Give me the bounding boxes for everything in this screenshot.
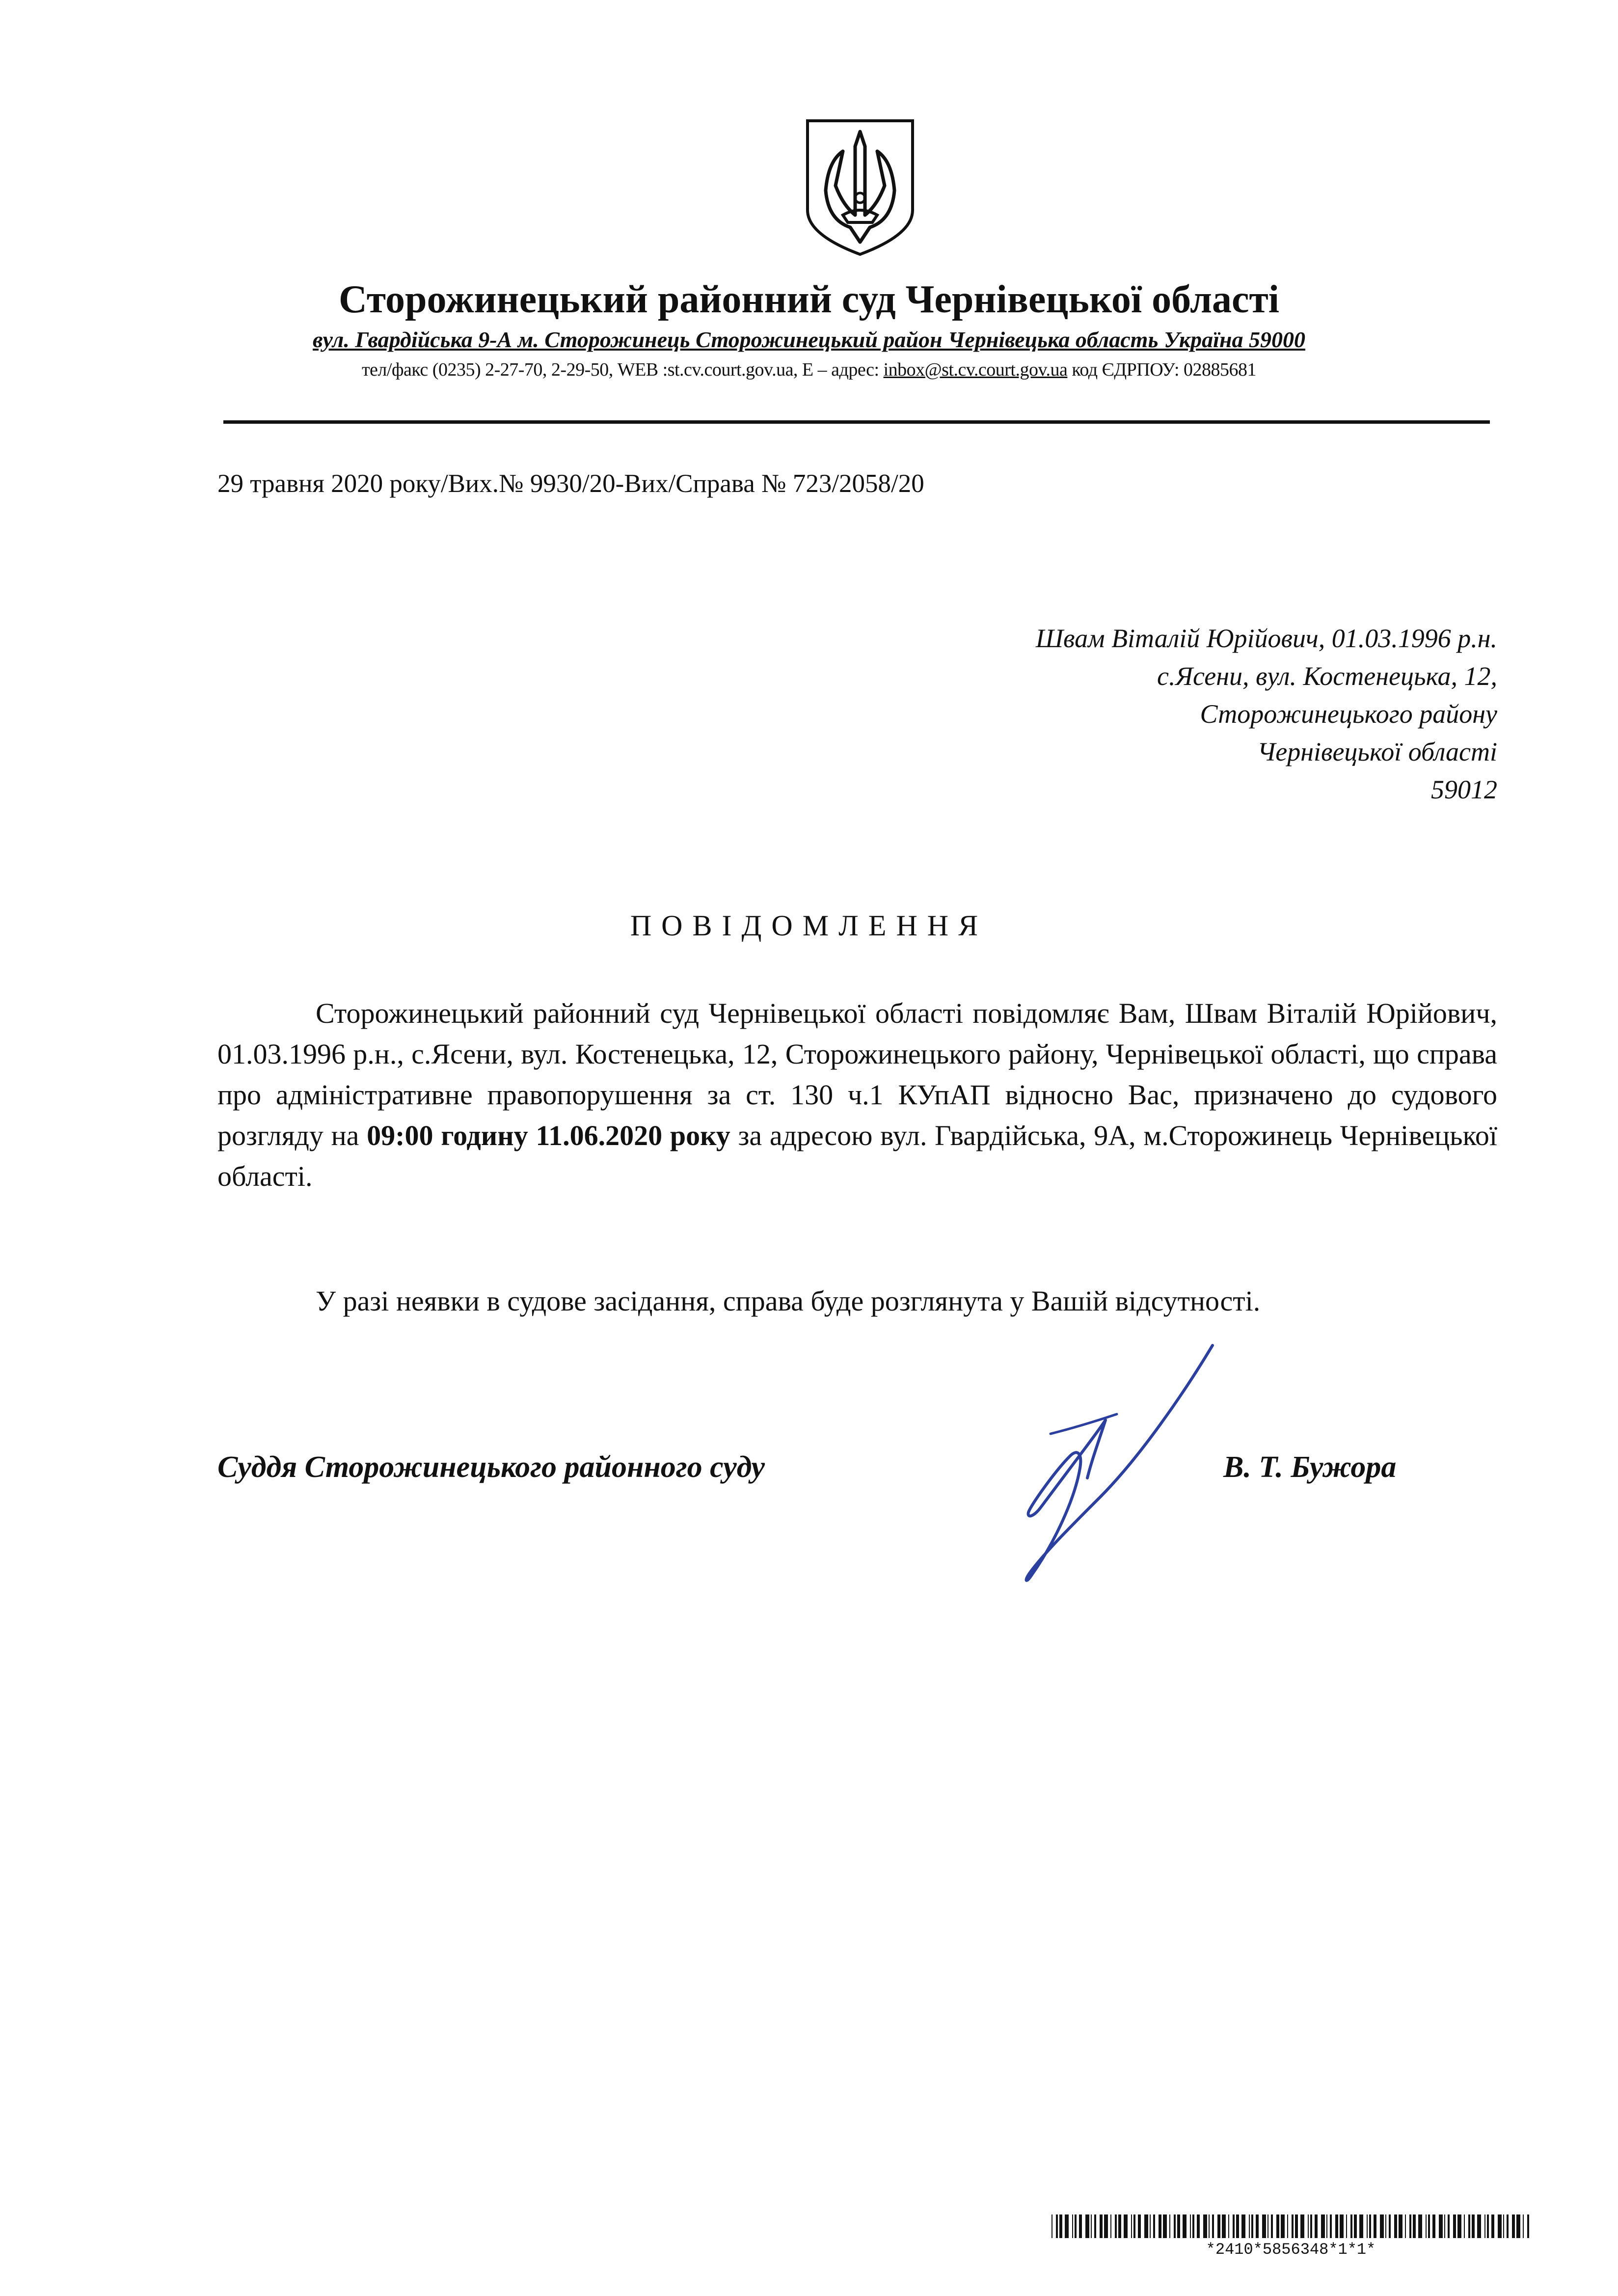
barcode-bar — [1432, 2214, 1435, 2238]
recipient-postcode: 59012 — [1431, 775, 1497, 804]
barcode-bar — [1369, 2214, 1371, 2238]
barcode-bar — [1484, 2214, 1485, 2238]
hearing-time: 09:00 годину 11.06.2020 року — [367, 1120, 730, 1151]
barcode-bar — [1321, 2214, 1325, 2238]
barcode-bar — [1241, 2214, 1245, 2238]
email-link[interactable]: inbox@st.cv.court.gov.ua — [883, 359, 1068, 380]
barcode-bar — [1222, 2214, 1226, 2238]
barcode-bar — [1498, 2214, 1502, 2238]
barcode-bar — [1212, 2214, 1214, 2238]
recipient-street: с.Ясени, вул. Костенецька, 12, — [1157, 661, 1497, 691]
barcode-bar — [1104, 2214, 1108, 2238]
barcode-bar — [1271, 2214, 1273, 2238]
barcode-bar — [1100, 2214, 1103, 2238]
document-title: ПОВІДОМЛЕННЯ — [630, 909, 988, 942]
barcode-bar — [1326, 2214, 1327, 2238]
paragraph-1-text: Сторожинецький районний суд Чернівецької області повідомляє Вам, Швам Віталій Юрійович, 01.03.1996 р.н., с.Ясени, вул. Костенецька, 12, Сторожинецького району, Чернівецької області, що справа про адміністративне правопорушення за ст. 130 ч.1 КУпАП відносно Вас, призначено до судового розгляду на — [217, 997, 1497, 1151]
barcode-bar — [1203, 2214, 1207, 2238]
barcode-bar — [1091, 2214, 1092, 2238]
barcode-bar — [1409, 2214, 1411, 2238]
barcode-bar — [1079, 2214, 1082, 2238]
barcode-bar — [1085, 2214, 1089, 2238]
contacts-prefix: тел/факс (0235) 2-27-70, 2-29-50, WEB :st.cv.court.gov.ua, E – адрес: — [361, 359, 884, 380]
barcode-bar — [1310, 2214, 1312, 2238]
coat-of-arms-icon — [804, 117, 917, 258]
barcode-bar — [1516, 2214, 1520, 2238]
barcode-bar — [1464, 2214, 1465, 2238]
barcode-bar — [1335, 2214, 1338, 2238]
barcode-bar — [1183, 2214, 1187, 2238]
barcode-bar — [1133, 2214, 1135, 2238]
barcode-bar — [1385, 2214, 1386, 2238]
barcode-bar — [1228, 2214, 1229, 2238]
barcode-bar — [1236, 2214, 1239, 2238]
barcode-bar — [1153, 2214, 1155, 2238]
barcode-bar — [1491, 2214, 1494, 2238]
barcode-bar — [1472, 2214, 1475, 2238]
barcode-bar — [1276, 2214, 1279, 2238]
barcode-bar — [1428, 2214, 1430, 2238]
barcode-bar — [1380, 2214, 1384, 2238]
barcode-bar — [1330, 2214, 1332, 2238]
barcode-bar — [1359, 2214, 1363, 2238]
barcode-bar — [1389, 2214, 1391, 2238]
barcode-bar — [1405, 2214, 1406, 2238]
body-paragraph-2: У разі неявки в судове засідання, справа буде розглянута у Вашій відсутності. — [316, 1285, 1261, 1317]
barcode-bar — [1281, 2214, 1285, 2238]
court-contacts — [0, 357, 1618, 382]
barcode-bar — [1131, 2214, 1132, 2238]
recipient-district: Сторожинецького району — [1200, 699, 1497, 729]
barcode-bar — [1503, 2214, 1504, 2238]
signatory-role: Суддя Сторожинецького районного суду — [217, 1450, 765, 1484]
barcode-bar — [1287, 2214, 1288, 2238]
barcode-bar — [1059, 2214, 1062, 2238]
barcode-bar — [1217, 2214, 1220, 2238]
barcode-bar — [1190, 2214, 1191, 2238]
barcode-bar — [1354, 2214, 1357, 2238]
contacts-suffix: код ЄДРПОУ: 02885681 — [1067, 359, 1257, 380]
barcode-bar — [1527, 2214, 1529, 2238]
barcode-bar — [1512, 2214, 1515, 2238]
barcode-bar — [1118, 2214, 1121, 2238]
barcode-bar — [1300, 2214, 1304, 2238]
header-divider — [223, 420, 1490, 424]
barcode-bar — [1065, 2214, 1069, 2238]
court-name: Сторожинецький районний суд Чернівецької області — [338, 278, 1279, 321]
barcode-bar — [1439, 2214, 1443, 2238]
barcode-bar — [1197, 2214, 1200, 2238]
court-address — [0, 325, 1618, 355]
barcode-bar — [1413, 2214, 1416, 2238]
outgoing-reference: 29 травня 2020 року/Вих.№ 9930/20-Вих/Справа № 723/2058/20 — [217, 469, 924, 498]
barcode-bar — [1094, 2214, 1096, 2238]
barcode-bar — [1308, 2214, 1309, 2238]
recipient-region: Чернівецької області — [1257, 737, 1497, 766]
barcode-bar — [1150, 2214, 1151, 2238]
barcode-bar — [1209, 2214, 1210, 2238]
barcode-bar — [1394, 2214, 1397, 2238]
barcode-bar — [1256, 2214, 1259, 2238]
barcode-bar — [1453, 2214, 1456, 2238]
barcode-bar — [1448, 2214, 1450, 2238]
barcode-bar — [1399, 2214, 1402, 2238]
barcode-bar — [1487, 2214, 1489, 2238]
barcode-bar — [1315, 2214, 1318, 2238]
barcode-bar — [1346, 2214, 1347, 2238]
body-paragraph-1 — [217, 993, 1497, 1197]
barcode-bar — [1251, 2214, 1253, 2238]
barcode-bar — [1350, 2214, 1352, 2238]
barcode-bar — [1374, 2214, 1376, 2238]
recipient-name: Швам Віталій Юрійович, 01.03.1996 р.н. — [1035, 624, 1497, 653]
barcode-bar — [1144, 2214, 1148, 2238]
barcode-bar — [1457, 2214, 1461, 2238]
barcode-icon — [1052, 2214, 1530, 2238]
barcode-bar — [1192, 2214, 1194, 2238]
barcode-bar — [1249, 2214, 1250, 2238]
barcode-bar — [1295, 2214, 1298, 2238]
barcode-bar — [1163, 2214, 1167, 2238]
barcode-bar — [1262, 2214, 1266, 2238]
court-address-text: вул. Гвардійська 9-А м. Сторожинець Сторожинецький район Чернівецька область Україна 59000 — [313, 327, 1305, 352]
barcode-bar — [1169, 2214, 1170, 2238]
barcode-bar — [1523, 2214, 1524, 2238]
barcode-bar — [1426, 2214, 1427, 2238]
barcode-bar — [1233, 2214, 1235, 2238]
barcode-bar — [1444, 2214, 1445, 2238]
barcode-bar — [1072, 2214, 1073, 2238]
barcode-bar — [1507, 2214, 1509, 2238]
barcode-bar — [1124, 2214, 1128, 2238]
barcode-number: *2410*5856348*1*1* — [1206, 2241, 1376, 2259]
barcode-bar — [1177, 2214, 1180, 2238]
barcode-bar — [1115, 2214, 1117, 2238]
signatory-name: В. Т. Бужора — [1223, 1450, 1397, 1484]
barcode-bar — [1367, 2214, 1368, 2238]
handwritten-signature — [977, 1336, 1232, 1591]
barcode-bar — [1075, 2214, 1077, 2238]
barcode-bar — [1340, 2214, 1344, 2238]
paragraph-1-tail: за адресою вул. Гвардійська, 9А, м.Сторожинець Чернівецької області. — [217, 1120, 1497, 1192]
barcode-bar — [1292, 2214, 1294, 2238]
barcode-bar — [1174, 2214, 1176, 2238]
recipient-block — [687, 620, 1497, 809]
barcode-bar — [1138, 2214, 1141, 2238]
barcode-bar — [1267, 2214, 1268, 2238]
barcode-bar — [1477, 2214, 1481, 2238]
barcode-bar — [1418, 2214, 1422, 2238]
barcode-bar — [1468, 2214, 1470, 2238]
barcode-bar — [1110, 2214, 1111, 2238]
barcode-bar — [1056, 2214, 1058, 2238]
barcode-bar — [1159, 2214, 1161, 2238]
